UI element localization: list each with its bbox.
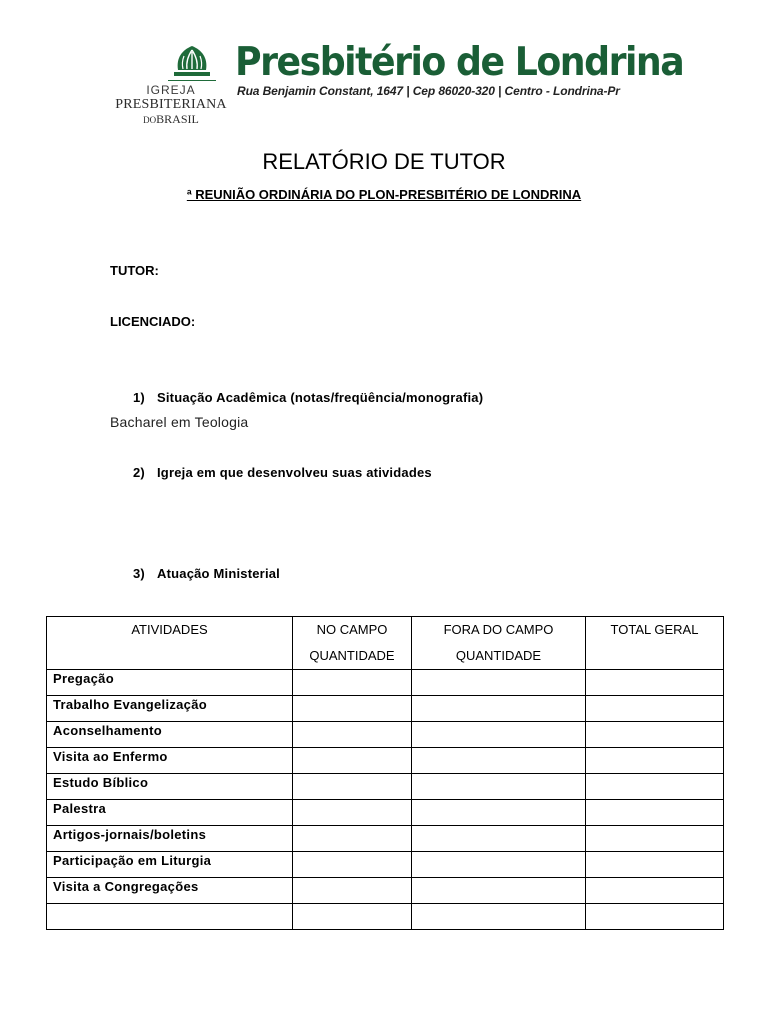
activity-name: Palestra — [47, 800, 293, 826]
tutor-label: TUTOR: — [110, 263, 159, 278]
table-row — [47, 800, 724, 826]
logo-text-brasil-word: BRASIL — [156, 112, 199, 126]
fora-do-campo-cell[interactable] — [412, 852, 586, 878]
section-1-answer: Bacharel em Teologia — [110, 414, 249, 430]
activity-name: Aconselhamento — [47, 722, 293, 748]
fora-do-campo-cell[interactable] — [412, 748, 586, 774]
document-title: RELATÓRIO DE TUTOR — [262, 149, 506, 174]
header-atividades-label: ATIVIDADES — [131, 622, 208, 637]
fora-do-campo-cell[interactable] — [412, 670, 586, 696]
licenciado-label: LICENCIADO: — [110, 314, 196, 329]
table-row — [47, 696, 724, 722]
section-3-title: Atuação Ministerial — [157, 566, 280, 581]
no-campo-cell[interactable] — [293, 774, 412, 800]
document-subtitle: ª REUNIÃO ORDINÁRIA DO PLON-PRESBITÉRIO DE LONDRINA — [186, 187, 582, 202]
section-2-title: Igreja em que desenvolveu suas atividades — [157, 465, 432, 480]
activity-name: Estudo Bíblico — [47, 774, 293, 800]
fora-do-campo-cell[interactable] — [412, 800, 586, 826]
total-geral-cell[interactable] — [586, 800, 724, 826]
header-no-campo — [293, 617, 412, 670]
section-2-number: 2) — [133, 465, 145, 480]
header-no-campo-sublabel: QUANTIDADE — [309, 648, 395, 663]
section-3-number: 3) — [133, 566, 145, 581]
fora-do-campo-cell[interactable] — [412, 826, 586, 852]
no-campo-cell[interactable] — [293, 904, 412, 930]
table-header-row — [47, 617, 724, 670]
total-geral-cell[interactable] — [586, 826, 724, 852]
section-2-heading — [133, 465, 432, 481]
logo-text-presbiteriana: PRESBITERIANA — [115, 97, 227, 112]
activity-name — [47, 904, 293, 930]
activities-table — [46, 616, 724, 930]
total-geral-cell[interactable] — [586, 670, 724, 696]
logo-text-brasil — [108, 112, 234, 127]
activity-name: Pregação — [47, 670, 293, 696]
fora-do-campo-cell[interactable] — [412, 904, 586, 930]
organization-address: Rua Benjamin Constant, 1647 | Cep 86020-320 | Centro - Londrina-Pr — [237, 84, 620, 98]
logo-text-igreja: IGREJA — [146, 83, 196, 97]
fora-do-campo-cell[interactable] — [412, 696, 586, 722]
table-row — [47, 904, 724, 930]
total-geral-cell[interactable] — [586, 878, 724, 904]
header-fora-do-campo-label: FORA DO CAMPO — [443, 622, 554, 637]
total-geral-cell[interactable] — [586, 774, 724, 800]
activity-name: Participação em Liturgia — [47, 852, 293, 878]
logo-divider — [168, 80, 216, 81]
table-row — [47, 670, 724, 696]
no-campo-cell[interactable] — [293, 696, 412, 722]
total-geral-cell[interactable] — [586, 722, 724, 748]
table-row — [47, 722, 724, 748]
header-no-campo-label: NO CAMPO — [316, 622, 388, 637]
no-campo-cell[interactable] — [293, 670, 412, 696]
no-campo-cell[interactable] — [293, 748, 412, 774]
section-1-number: 1) — [133, 390, 145, 405]
total-geral-cell[interactable] — [586, 696, 724, 722]
activity-name: Trabalho Evangelização — [47, 696, 293, 722]
table-row — [47, 748, 724, 774]
header-total-geral-label: TOTAL GERAL — [610, 622, 699, 637]
total-geral-cell[interactable] — [586, 904, 724, 930]
header-fora-do-campo-sublabel: QUANTIDADE — [455, 648, 542, 663]
header-fora-do-campo — [412, 617, 586, 670]
total-geral-cell[interactable] — [586, 852, 724, 878]
section-3-heading — [133, 566, 280, 582]
church-emblem-icon — [168, 44, 216, 80]
activity-name: Artigos-jornais/boletins — [47, 826, 293, 852]
no-campo-cell[interactable] — [293, 878, 412, 904]
table-row — [47, 852, 724, 878]
activity-name: Visita a Congregações — [47, 878, 293, 904]
no-campo-cell[interactable] — [293, 826, 412, 852]
section-1-title: Situação Acadêmica (notas/freqüência/monografia) — [157, 390, 484, 405]
fora-do-campo-cell[interactable] — [412, 722, 586, 748]
activity-name: Visita ao Enfermo — [47, 748, 293, 774]
no-campo-cell[interactable] — [293, 800, 412, 826]
table-row — [47, 826, 724, 852]
no-campo-cell[interactable] — [293, 722, 412, 748]
fora-do-campo-cell[interactable] — [412, 774, 586, 800]
section-1-heading — [133, 390, 483, 406]
organization-name: Presbitério de Londrina — [235, 40, 684, 85]
no-campo-cell[interactable] — [293, 852, 412, 878]
header-atividades — [47, 617, 293, 670]
table-row — [47, 878, 724, 904]
table-row — [47, 774, 724, 800]
header-total-geral — [586, 617, 724, 670]
total-geral-cell[interactable] — [586, 748, 724, 774]
fora-do-campo-cell[interactable] — [412, 878, 586, 904]
logo-text-do: DO — [143, 115, 157, 125]
